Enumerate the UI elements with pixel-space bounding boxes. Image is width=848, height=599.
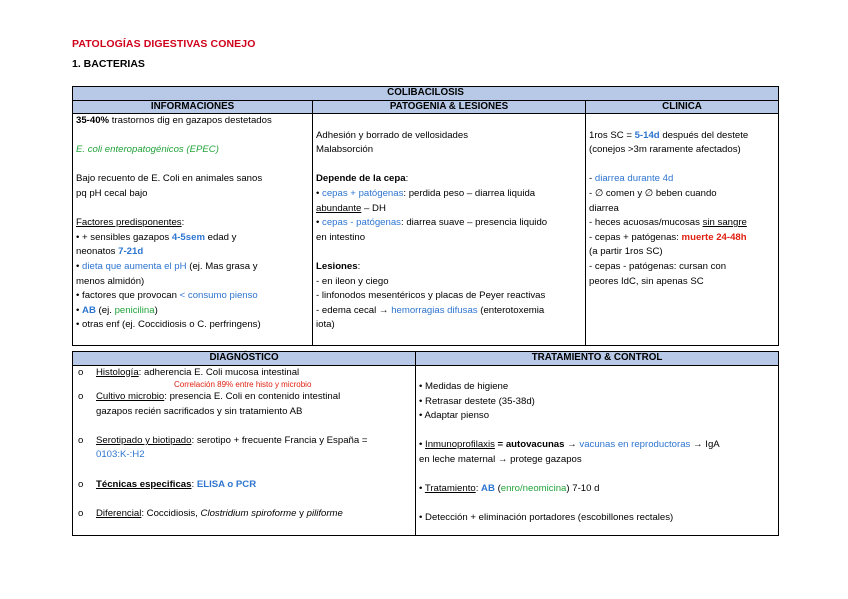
correlation-note: Correlación 89% entre histo y microbio bbox=[174, 380, 312, 390]
list-item: o Diferencial: Coccidiosis, Clostridium spiroforme y piliforme bbox=[78, 507, 343, 519]
diagnostico-tratamiento-table bbox=[72, 351, 779, 536]
header-diagnostico: DIAGNÓSTICO bbox=[73, 352, 416, 366]
header-patogenia: PATOGENIA & LESIONES bbox=[313, 100, 586, 114]
tratamiento-cell: • Medidas de higiene • Retrasar destete (35-38d) • Adaptar pienso • Inmunoprofilaxis = autovacunas → vacunas en reproductoras → IgA en leche maternal → protege gazapos • Tratamiento: AB (enro/neomicina) 7-10 d • Detección + eliminación portadores (escobillones rectales) bbox=[416, 365, 779, 535]
clinica-cell: 1ros SC = 5-14d después del destete (conejos >3m raramente afectados) - diarrea durante 4d - ∅ comen y ∅ beben cuando diarrea - heces acuosas/mucosas sin sangre - cepas + patógenas: muerte 24-48h (a partir 1ros SC) - cepas - patógenas: cursan con peores IdC, sin apenas SC bbox=[586, 114, 779, 346]
header-clinica: CLINICA bbox=[586, 100, 779, 114]
diagnostico-cell: o Histología: adherencia E. Coli mucosa intestinal Correlación 89% entre histo y microbio o Cultivo microbio: presencia E. Coli en contenido intestinal gazapos recién sacrificados y sin tratamiento AB o Serotipado y biotipado: serotipo + frecuente Francia y España = 0103:K-:H2 o Técnicas especificas: ELISA o PCR o Diferencial: Coccidiosis, Clostridium spiroforme y piliforme bbox=[73, 365, 416, 535]
epec-text: E. coli enteropatogénicos (EPEC) bbox=[76, 144, 219, 156]
section-title: 1. BACTERIAS bbox=[72, 58, 145, 70]
list-item: o Histología: adherencia E. Coli mucosa intestinal bbox=[78, 366, 300, 378]
header-informaciones: INFORMACIONES bbox=[73, 100, 313, 114]
header-tratamiento: TRATAMIENTO & CONTROL bbox=[416, 352, 779, 366]
list-item: o Técnicas especificas: ELISA o PCR bbox=[78, 478, 257, 490]
list-item: o Cultivo microbio: presencia E. Coli en contenido intestinal bbox=[78, 391, 341, 403]
informaciones-cell: 35-40% trastornos dig en gazapos destetados E. coli enteropatogénicos (EPEC) Bajo recuento de E. Coli en animales sanos pq pH cecal bajo Factores predisponentes: • + sensibles gazapos 4-5sem edad y neonatos 7-21d • dieta que aumenta el pH (ej. Mas grasa y menos almidón) • factores que provocan < consumo pienso • AB (ej. penicilina) • otras enf (ej. Coccidiosis o C. perfringens) bbox=[73, 114, 313, 346]
list-item: o Serotipado y biotipado: serotipo + frecuente Francia y España = bbox=[78, 434, 368, 446]
document-title: PATOLOGÍAS DIGESTIVAS CONEJO bbox=[72, 38, 256, 50]
table-title: COLIBACILOSIS bbox=[73, 87, 779, 101]
patogenia-cell: Adhesión y borrado de vellosidades Malabsorción Depende de la cepa: • cepas + patógenas: perdida peso – diarrea liquida abundante – DH • cepas - patógenas: diarrea suave – presencia liquido en intestino Lesiones: - en ileon y ciego - linfonodos mesentéricos y placas de Peyer reactivas - edema cecal → hemorragias difusas (enterotoxemia iota) bbox=[313, 114, 586, 346]
colibacilosis-table bbox=[72, 86, 779, 346]
